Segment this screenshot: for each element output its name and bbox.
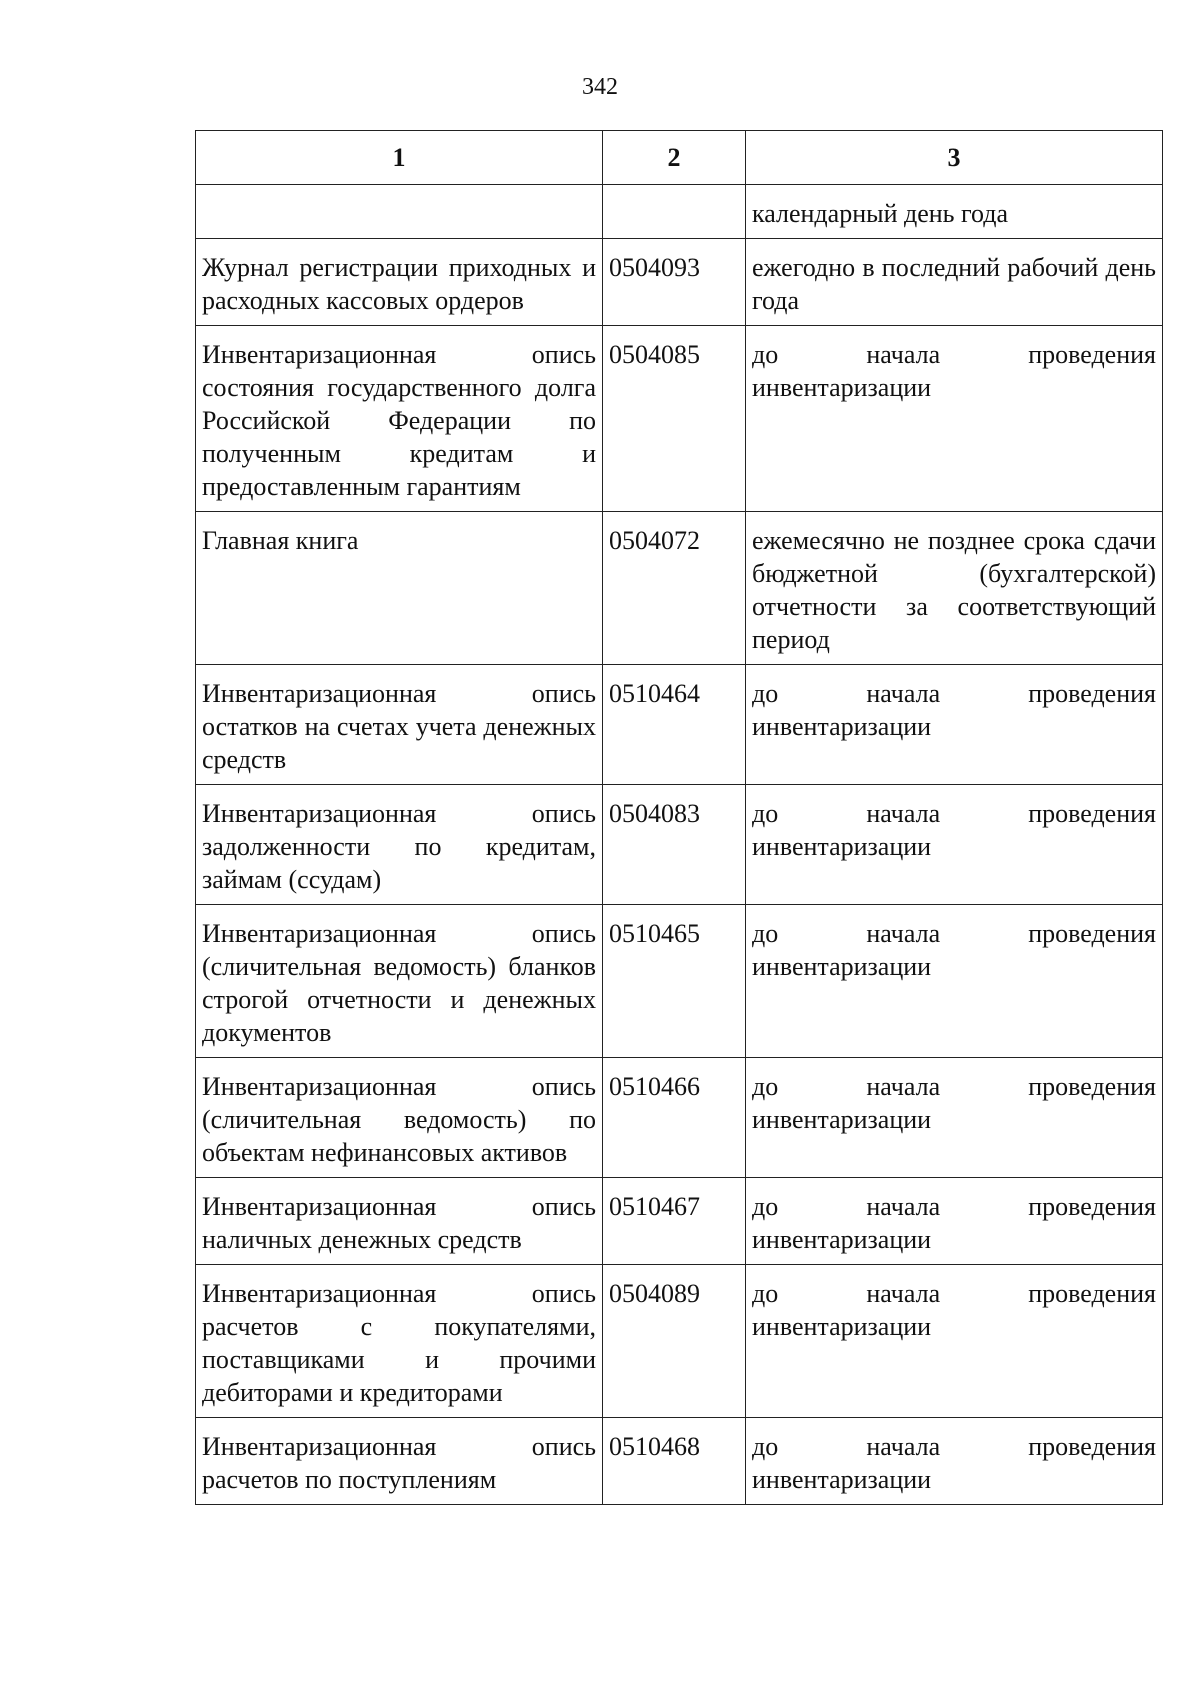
column-header-3: 3 (746, 131, 1163, 185)
deadline-cell: ежегодно в последний рабочий день года (746, 239, 1163, 326)
table-row (196, 326, 1163, 512)
document-name-cell: Инвентаризационная опись задолженности по кредитам, займам (ссудам) (196, 785, 603, 905)
document-table (195, 130, 1163, 1505)
document-name-cell: Главная книга (196, 512, 603, 665)
form-code-cell: 0504083 (603, 785, 746, 905)
deadline-cell: ежемесячно не позднее срока сдачи бюджетной (бухгалтерской) отчетности за соответствующий период (746, 512, 1163, 665)
deadline-cell: до начала проведения инвентаризации (746, 1178, 1163, 1265)
document-name-cell (196, 185, 603, 239)
form-code-cell: 0510468 (603, 1418, 746, 1505)
form-code-cell: 0504093 (603, 239, 746, 326)
document-name-cell: Инвентаризационная опись наличных денежных средств (196, 1178, 603, 1265)
table-row (196, 1418, 1163, 1505)
table-row (196, 1178, 1163, 1265)
deadline-cell: календарный день года (746, 185, 1163, 239)
form-code-cell: 0510467 (603, 1178, 746, 1265)
document-name-cell: Инвентаризационная опись остатков на счетах учета денежных средств (196, 665, 603, 785)
page-number: 342 (582, 74, 618, 100)
table-row (196, 1265, 1163, 1418)
form-code-cell: 0504085 (603, 326, 746, 512)
table-row (196, 239, 1163, 326)
table-row (196, 185, 1163, 239)
document-name-cell: Инвентаризационная опись (сличительная ведомость) бланков строгой отчетности и денежных документов (196, 905, 603, 1058)
column-header-1: 1 (196, 131, 603, 185)
document-name-cell: Журнал регистрации приходных и расходных кассовых ордеров (196, 239, 603, 326)
deadline-cell: до начала проведения инвентаризации (746, 785, 1163, 905)
deadline-cell: до начала проведения инвентаризации (746, 905, 1163, 1058)
table-row (196, 1058, 1163, 1178)
table-row (196, 665, 1163, 785)
document-name-cell: Инвентаризационная опись (сличительная ведомость) по объектам нефинансовых активов (196, 1058, 603, 1178)
deadline-cell: до начала проведения инвентаризации (746, 326, 1163, 512)
form-code-cell (603, 185, 746, 239)
deadline-cell: до начала проведения инвентаризации (746, 665, 1163, 785)
form-code-cell: 0510466 (603, 1058, 746, 1178)
column-header-2: 2 (603, 131, 746, 185)
document-name-cell: Инвентаризационная опись расчетов по поступлениям (196, 1418, 603, 1505)
table-header-row (196, 131, 1163, 185)
table-row (196, 785, 1163, 905)
form-code-cell: 0504089 (603, 1265, 746, 1418)
document-name-cell: Инвентаризационная опись расчетов с покупателями, поставщиками и прочими дебиторами и кредиторами (196, 1265, 603, 1418)
table-row (196, 512, 1163, 665)
deadline-cell: до начала проведения инвентаризации (746, 1058, 1163, 1178)
deadline-cell: до начала проведения инвентаризации (746, 1418, 1163, 1505)
table-row (196, 905, 1163, 1058)
deadline-cell: до начала проведения инвентаризации (746, 1265, 1163, 1418)
document-name-cell: Инвентаризационная опись состояния государственного долга Российской Федерации по полученным кредитам и предоставленным гарантиям (196, 326, 603, 512)
form-code-cell: 0504072 (603, 512, 746, 665)
form-code-cell: 0510464 (603, 665, 746, 785)
form-code-cell: 0510465 (603, 905, 746, 1058)
